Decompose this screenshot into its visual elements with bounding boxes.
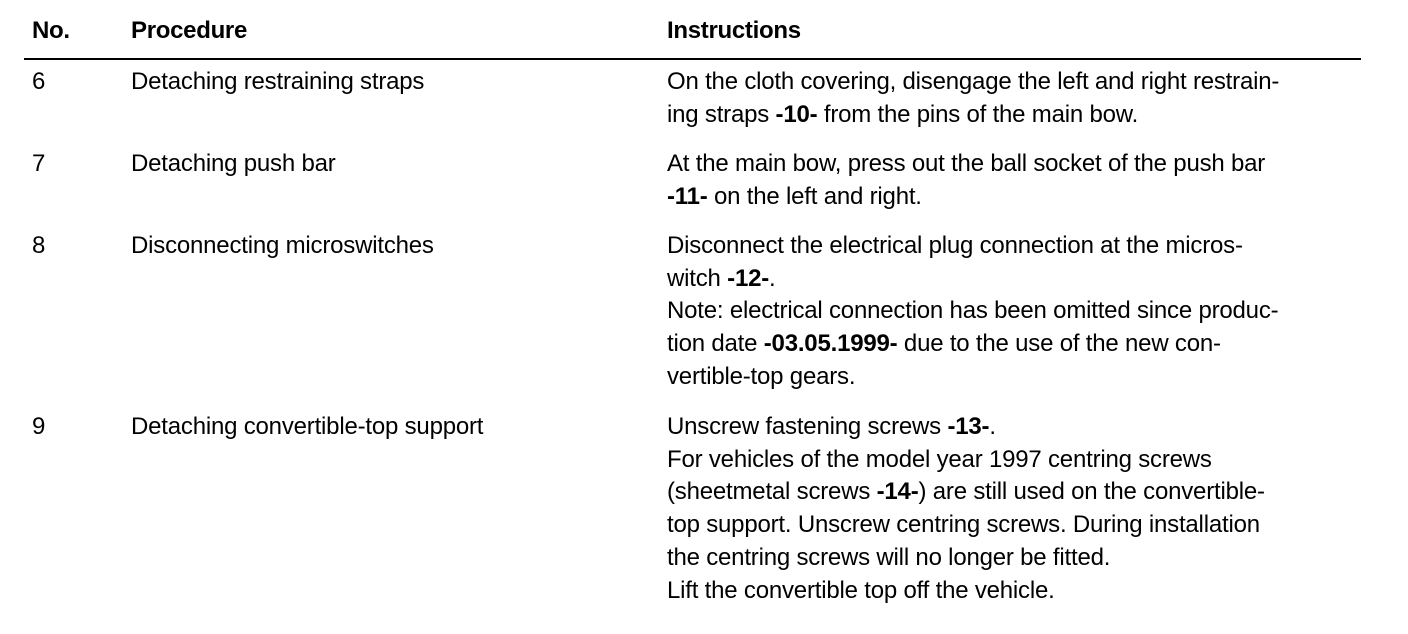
row-procedure: Detaching push bar [131, 150, 336, 177]
instruction-line [667, 263, 1367, 296]
instruction-line [667, 148, 1367, 181]
row-instructions [667, 411, 1367, 607]
header-instructions: Instructions [667, 17, 801, 44]
instruction-text: At the main bow, press out the ball socket of the push bar [667, 150, 1266, 177]
reference-number: -11- [667, 182, 708, 210]
instruction-line [667, 181, 1367, 214]
instruction-line [667, 328, 1367, 361]
row-instructions [667, 148, 1367, 213]
instruction-text: Lift the convertible top off the vehicle. [667, 576, 1055, 604]
row-procedure: Disconnecting microswitches [131, 232, 434, 259]
reference-number: -14- [876, 478, 919, 506]
row-number: 7 [32, 150, 46, 177]
instruction-text: on the left and right. [707, 182, 922, 210]
reference-number: -10- [775, 100, 818, 128]
instruction-line [667, 99, 1367, 132]
row-instructions [667, 66, 1367, 131]
instruction-text: ) are still used on the convertible- [918, 478, 1265, 506]
instruction-text: For vehicles of the model year 1997 centring screws [667, 445, 1212, 473]
row-instructions [667, 230, 1367, 394]
reference-number: -12- [727, 264, 770, 292]
row-number: 9 [32, 413, 46, 440]
instruction-text: vertible-top gears. [667, 362, 856, 390]
instruction-text: ing straps [667, 100, 776, 128]
instruction-text: (sheetmetal screws [667, 478, 877, 506]
instruction-line [667, 575, 1367, 608]
instruction-text: witch [667, 264, 728, 292]
instruction-line [667, 295, 1367, 328]
instruction-line [667, 542, 1367, 575]
row-number: 8 [32, 232, 46, 259]
instruction-text: from the pins of the main bow. [817, 100, 1139, 128]
header-no: No. [32, 17, 70, 44]
instruction-text: Disconnect the electrical plug connection at the micros- [667, 232, 1243, 259]
row-procedure: Detaching restraining straps [131, 68, 425, 95]
row-procedure: Detaching convertible-top support [131, 413, 484, 440]
instruction-text: On the cloth covering, disengage the left and right restrain- [667, 68, 1280, 95]
instruction-text: . [989, 413, 996, 440]
instruction-text: the centring screws will no longer be fitted. [667, 543, 1111, 571]
instruction-line [667, 361, 1367, 394]
instruction-text: tion date [667, 330, 764, 358]
reference-number: -13- [947, 413, 990, 440]
row-number: 6 [32, 68, 46, 95]
header-procedure: Procedure [131, 17, 248, 44]
instruction-text: Note: electrical connection has been omitted since produc- [667, 297, 1279, 325]
instruction-text: top support. Unscrew centring screws. During installation [667, 511, 1260, 539]
instruction-line [667, 476, 1367, 509]
instruction-line [667, 444, 1367, 477]
header-divider [24, 58, 1361, 60]
instruction-line [667, 411, 1367, 444]
instruction-text: . [769, 264, 776, 292]
instruction-text: due to the use of the new con- [897, 330, 1221, 358]
instruction-line [667, 509, 1367, 542]
instruction-line [667, 66, 1367, 99]
instruction-line [667, 230, 1367, 263]
instruction-text: Unscrew fastening screws [667, 413, 948, 440]
reference-number: -03.05.1999- [763, 330, 898, 358]
